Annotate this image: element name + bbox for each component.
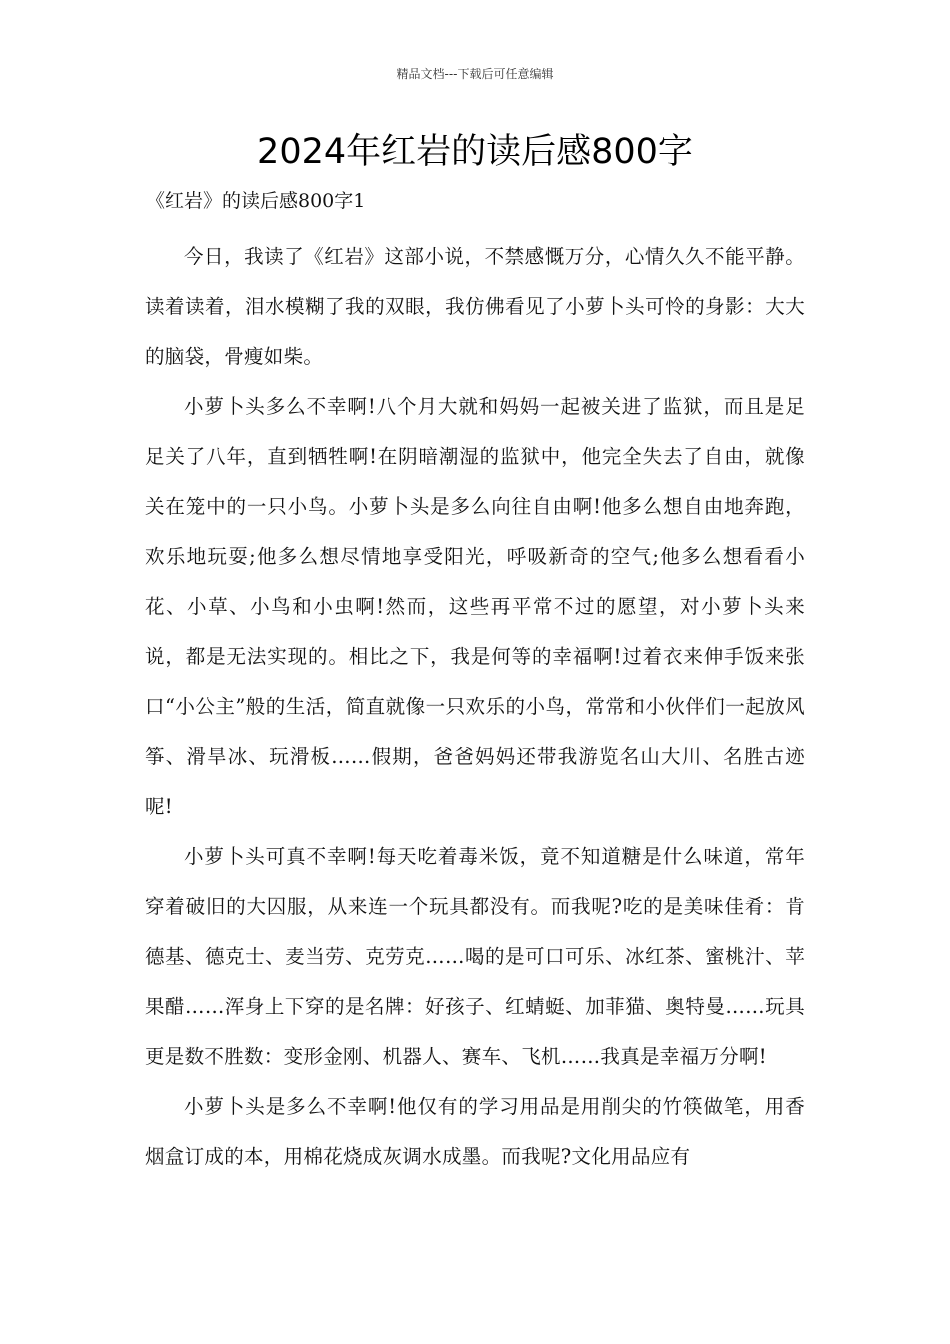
document-subtitle: 《红岩》的读后感800字1	[146, 190, 366, 212]
paragraph: 小萝卜头可真不幸啊!每天吃着毒米饭，竟不知道糖是什么味道，常年穿着破旧的大囚服，从来连一个玩具都没有。而我呢?吃的是美味佳肴：肯德基、德克士、麦当劳、克劳克……喝的是可口可乐、冰红茶、蜜桃汁、苹果醋……浑身上下穿的是名牌：好孩子、红蜻蜓、加菲猫、奥特曼……玩具更是数不胜数：变形金刚、机器人、赛车、飞机……我真是幸福万分啊!	[145, 845, 805, 1068]
document-title: 2024年红岩的读后感800字	[257, 132, 693, 172]
paragraph: 今日，我读了《红岩》这部小说，不禁感慨万分，心情久久不能平静。读着读着，泪水模糊了我的双眼，我仿佛看见了小萝卜头可怜的身影：大大的脑袋，骨瘦如柴。	[145, 245, 805, 368]
document-body	[145, 232, 805, 1182]
page-header-note: 精品文档---下载后可任意编辑	[396, 67, 554, 81]
paragraph: 小萝卜头多么不幸啊!八个月大就和妈妈一起被关进了监狱，而且是足足关了八年，直到牺牲啊!在阴暗潮湿的监狱中，他完全失去了自由，就像关在笼中的一只小鸟。小萝卜头是多么向往自由啊!他多么想自由地奔跑，欢乐地玩耍;他多么想尽情地享受阳光，呼吸新奇的空气;他多么想看看小花、小草、小鸟和小虫啊!然而，这些再平常不过的愿望，对小萝卜头来说，都是无法实现的。相比之下，我是何等的幸福啊!过着衣来伸手饭来张口“小公主”般的生活，简直就像一只欢乐的小鸟，常常和小伙伴们一起放风筝、滑旱冰、玩滑板……假期，爸爸妈妈还带我游览名山大川、名胜古迹呢!	[145, 395, 805, 818]
paragraph: 小萝卜头是多么不幸啊!他仅有的学习用品是用削尖的竹筷做笔，用香烟盒订成的本，用棉花烧成灰调水成墨。而我呢?文化用品应有	[145, 1095, 805, 1168]
